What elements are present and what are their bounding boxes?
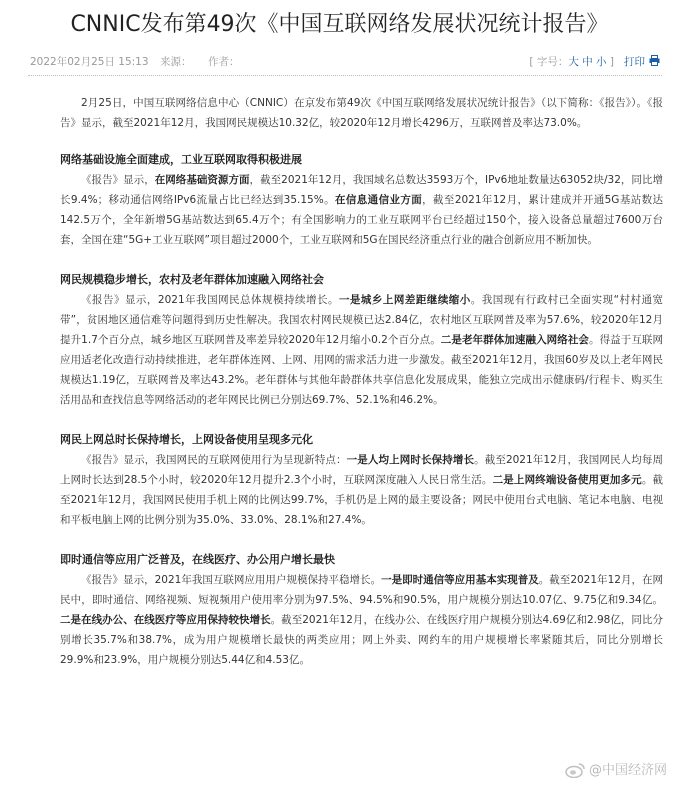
section-paragraph-usage-time: 《报告》显示，我国网民的互联网使用行为呈现新特点：一是人均上网时长保持增长。截至2021年12月，我国网民人均每周上网时长达到28.5个小时，较2020年12月提升2.3个小时，互联网深度融入人民日常生活。二是上网终端设备使用更加多元。截至2021年12月，我国网民使用手机上网的比例达99.7%，手机仍是上网的最主要设备；网民中使用台式电脑、笔记本电脑、电视和平板电脑上网的比例分别为35.0%、33.0%、28.1%和27.4%。 bbox=[60, 454, 664, 526]
author-label: 作者： bbox=[208, 56, 240, 68]
weibo-icon bbox=[565, 762, 585, 778]
font-size-small-link[interactable]: 小 bbox=[596, 56, 607, 68]
font-size-suffix: ] bbox=[606, 56, 614, 68]
watermark bbox=[565, 760, 667, 782]
section-heading-netizens: 网民规模稳步增长，农村及老年群体加速融入网络社会 bbox=[60, 273, 324, 286]
font-size-medium-link[interactable]: 中 bbox=[582, 56, 593, 68]
watermark-text: @中国经济网 bbox=[588, 763, 667, 778]
section-heading-infrastructure: 网络基础设施全面建成，工业互联网取得积极进展 bbox=[60, 153, 302, 166]
article-tools bbox=[529, 52, 660, 72]
printer-icon[interactable] bbox=[649, 53, 660, 64]
intro-paragraph: 2月25日，中国互联网络信息中心（CNNIC）在京发布第49次《中国互联网络发展状况统计报告》（以下简称：《报告》）。《报告》显示，截至2021年12月，我国网民规模达10.32亿，较2020年12月增长4296万，互联网普及率达73.0%。 bbox=[60, 97, 663, 129]
font-size-prefix: [ 字号： bbox=[529, 56, 569, 68]
meta-divider bbox=[28, 75, 662, 76]
section-paragraph-netizens: 《报告》显示，2021年我国网民总体规模持续增长。一是城乡上网差距继续缩小。我国现有行政村已全面实现“村村通宽带”，贫困地区通信难等问题得到历史性解决。我国农村网民规模已达2.84亿，农村地区互联网普及率为57.6%，较2020年12月提升1.7个百分点，城乡地区互联网普及率差异较2020年12月缩小0.2个百分点。二是老年群体加速融入网络社会。得益于互联网应用适老化改造行动持续推进，老年群体连网、上网、用网的需求活力进一步激发。截至2021年12月，我国60岁及以上老年网民规模达1.19亿，互联网普及率达43.2%。老年群体与其他年龄群体共享信息化发展成果，能独立完成出示健康码/行程卡、购买生活用品和查找信息等网络活动的老年网民比例已分别达69.7%、52.1%和46.2%。 bbox=[60, 294, 664, 406]
section-paragraph-applications: 《报告》显示，2021年我国互联网应用用户规模保持平稳增长。一是即时通信等应用基本实现普及。截至2021年12月，在网民中，即时通信、网络视频、短视频用户使用率分别为97.5%、94.5%和90.5%，用户规模分别达10.07亿、9.75亿和9.34亿。二是在线办公、在线医疗等应用保持较快增长。截至2021年12月，在线办公、在线医疗用户规模分别达4.69亿和2.98亿，同比分别增长35.7%和38.7%，成为用户规模增长最快的两类应用；网上外卖、网约车的用户规模增长率紧随其后，同比分别增长29.9%和23.9%，用户规模分别达5.44亿和4.53亿。 bbox=[60, 574, 663, 666]
section-heading-usage-time: 网民上网总时长保持增长，上网设备使用呈现多元化 bbox=[60, 433, 313, 446]
section-paragraph-infrastructure: 《报告》显示，在网络基础资源方面，截至2021年12月，我国域名总数达3593万个，IPv6地址数量达63052块/32，同比增长9.4%；移动通信网络IPv6流量占比已经达到35.15%。在信息通信业方面，截至2021年12月，累计建成并开通5G基站数达142.5万个，全年新增5G基站数达到65.4万个；有全国影响力的工业互联网平台已经超过150个，接入设备总量超过7600万台套，全国在建“5G+工业互联网”项目超过2000个，工业互联网和5G在国民经济重点行业的融合创新应用不断加快。 bbox=[60, 174, 664, 246]
article-body bbox=[60, 93, 663, 670]
font-size-large-link[interactable]: 大 bbox=[568, 56, 579, 68]
print-link[interactable]: 打印 bbox=[624, 56, 645, 68]
source-label: 来源： bbox=[160, 56, 192, 68]
article-title: CNNIC发布第49次《中国互联网络发展状况统计报告》 bbox=[70, 12, 609, 37]
section-heading-applications: 即时通信等应用广泛普及，在线医疗、办公用户增长最快 bbox=[60, 553, 335, 566]
article-meta bbox=[30, 52, 660, 72]
publish-date: 2022年02月25日 15:13 bbox=[30, 56, 149, 68]
